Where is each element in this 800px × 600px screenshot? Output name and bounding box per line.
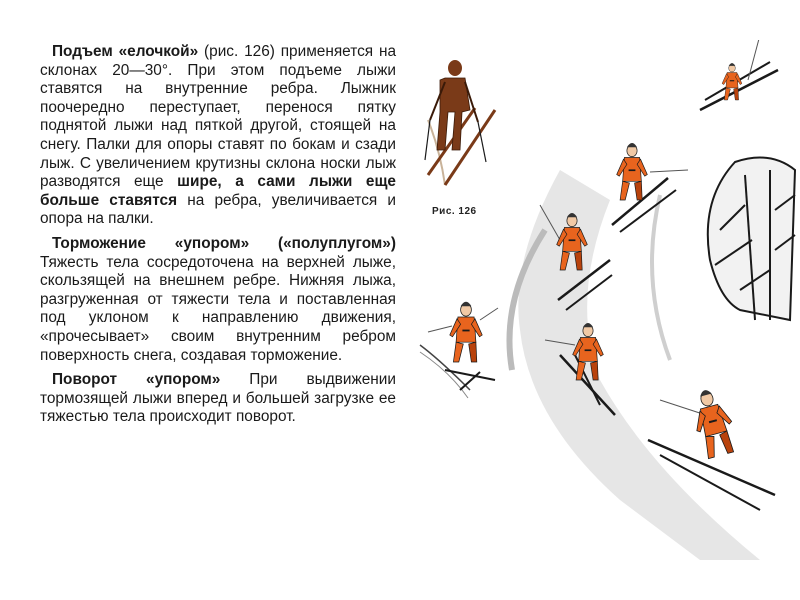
skier-figure-2 [612, 143, 688, 232]
text-column [40, 43, 396, 427]
paragraph-herringbone [40, 43, 396, 229]
skier-figure-1 [700, 40, 778, 110]
herringbone-skier [425, 40, 495, 185]
text-herringbone-a: (рис. 126) применяется на склонах 20—30°. При этом подъеме лыжи ставятся на внутренние ребра. Лыжник поочередно переступает, перенося пятку поднятой лыжи над пяткой другой, стоящей на снегу. Палки для опоры ставят по бокам и сзади лыж. С увеличением крутизны склона носки лыж разводятся еще [40, 43, 397, 191]
heading-braking: Торможение «упором» («полуплугом») [52, 234, 396, 252]
heading-turn: Поворот «упором» [52, 371, 221, 389]
text-turn: При выдвижении тормозящей лыжи вперед и большей загрузке ее тяжестью тела происходит поворот. [40, 371, 396, 426]
text-braking: Тяжесть тела сосредоточена на верхней лыже, скользящей на внешнем ребре. Нижняя лыжа, разгруженная от тяжести тела и поставленная под уклоном к направлению движения, «прочесывает» своим внутренним ребром поверхность снега, создавая торможение. [40, 253, 396, 364]
paragraph-braking [40, 235, 396, 365]
heading-herringbone: Подъем «елочкой» [52, 43, 199, 60]
figure-caption: Рис. 126 [432, 206, 477, 217]
skier-figure-4 [428, 302, 498, 390]
paragraph-turn [40, 371, 396, 427]
text-herringbone-bold: шире, а сами лыжи еще больше ставятся [40, 173, 396, 209]
tree-icon [708, 158, 795, 321]
text-herringbone-c: на ребра, увеличивается и опора на палки. [40, 191, 397, 228]
skier-illustration [405, 40, 800, 600]
